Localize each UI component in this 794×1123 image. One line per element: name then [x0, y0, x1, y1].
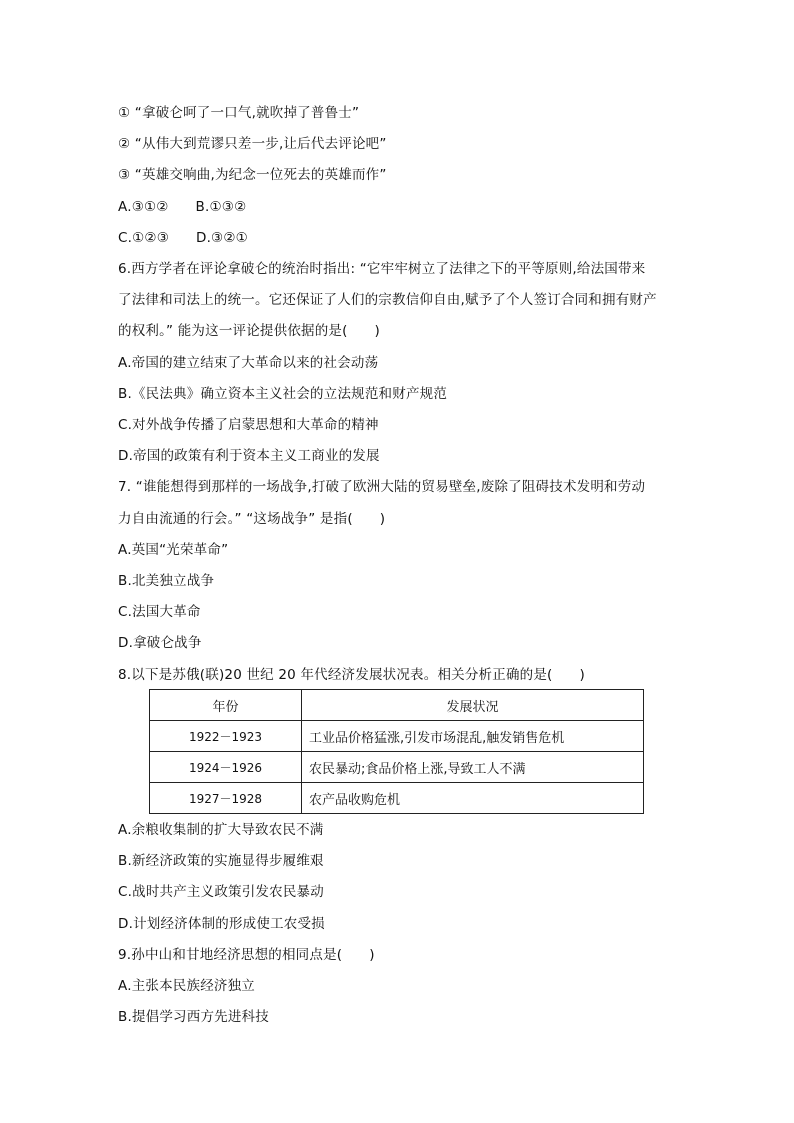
q6-stem-line-1: 6.西方学者在评论拿破仑的统治时指出: “它牢牢树立了法律之下的平等原则,给法国带来	[118, 261, 646, 277]
table-cell-status: 农产品收购危机	[302, 783, 644, 814]
q5-choices-cd: C.①②③ D.③②①	[118, 230, 248, 246]
q8-option-b: B.新经济政策的实施显得步履维艰	[118, 853, 324, 869]
economic-status-table	[149, 689, 644, 814]
table-cell-year: 1924－1926	[150, 752, 302, 783]
q9-stem: 9.孙中山和甘地经济思想的相同点是( )	[118, 947, 375, 963]
q6-stem-line-2: 了法律和司法上的统一。它还保证了人们的宗教信仰自由,赋予了个人签订合同和拥有财产	[118, 292, 657, 308]
table-header-year: 年份	[150, 690, 302, 721]
quote-option-1: ① “拿破仑呵了一口气,就吹掉了普鲁士”	[118, 105, 360, 121]
quote-option-3: ③ “英雄交响曲,为纪念一位死去的英雄而作”	[118, 167, 387, 183]
q6-option-d: D.帝国的政策有利于资本主义工商业的发展	[118, 448, 380, 464]
q5-choices-ab: A.③①② B.①③②	[118, 199, 247, 215]
q7-option-b: B.北美独立战争	[118, 573, 215, 589]
q7-option-a: A.英国“光荣革命”	[118, 542, 229, 558]
q8-stem: 8.以下是苏俄(联)20 世纪 20 年代经济发展状况表。相关分析正确的是( )	[118, 667, 585, 683]
table-row	[150, 721, 644, 752]
q8-option-c: C.战时共产主义政策引发农民暴动	[118, 884, 324, 900]
q8-option-a: A.余粮收集制的扩大导致农民不满	[118, 822, 324, 838]
q8-option-d: D.计划经济体制的形成使工农受损	[118, 916, 325, 932]
q6-option-a: A.帝国的建立结束了大革命以来的社会动荡	[118, 355, 379, 371]
q9-option-b: B.提倡学习西方先进科技	[118, 1009, 269, 1025]
q7-stem-line-2: 力自由流通的行会。” “这场战争” 是指( )	[118, 511, 386, 527]
table-row	[150, 752, 644, 783]
q9-option-a: A.主张本民族经济独立	[118, 978, 255, 994]
q6-stem-line-3: 的权利。” 能为这一评论提供依据的是( )	[118, 323, 381, 339]
table-row	[150, 783, 644, 814]
table-cell-year: 1922－1923	[150, 721, 302, 752]
table-cell-status: 农民暴动;食品价格上涨,导致工人不满	[302, 752, 644, 783]
table-header-row	[150, 690, 644, 721]
q7-stem-line-1: 7. “谁能想得到那样的一场战争,打破了欧洲大陆的贸易壁垒,废除了阻碍技术发明和劳动	[118, 479, 646, 495]
q7-option-c: C.法国大革命	[118, 604, 201, 620]
table-cell-status: 工业品价格猛涨,引发市场混乱,触发销售危机	[302, 721, 644, 752]
q7-option-d: D.拿破仑战争	[118, 635, 202, 651]
q6-option-c: C.对外战争传播了启蒙思想和大革命的精神	[118, 417, 379, 433]
table-cell-year: 1927－1928	[150, 783, 302, 814]
quote-option-2: ② “从伟大到荒谬只差一步,让后代去评论吧”	[118, 136, 387, 152]
q6-option-b: B.《民法典》确立资本主义社会的立法规范和财产规范	[118, 386, 448, 402]
table-header-status: 发展状况	[302, 690, 644, 721]
